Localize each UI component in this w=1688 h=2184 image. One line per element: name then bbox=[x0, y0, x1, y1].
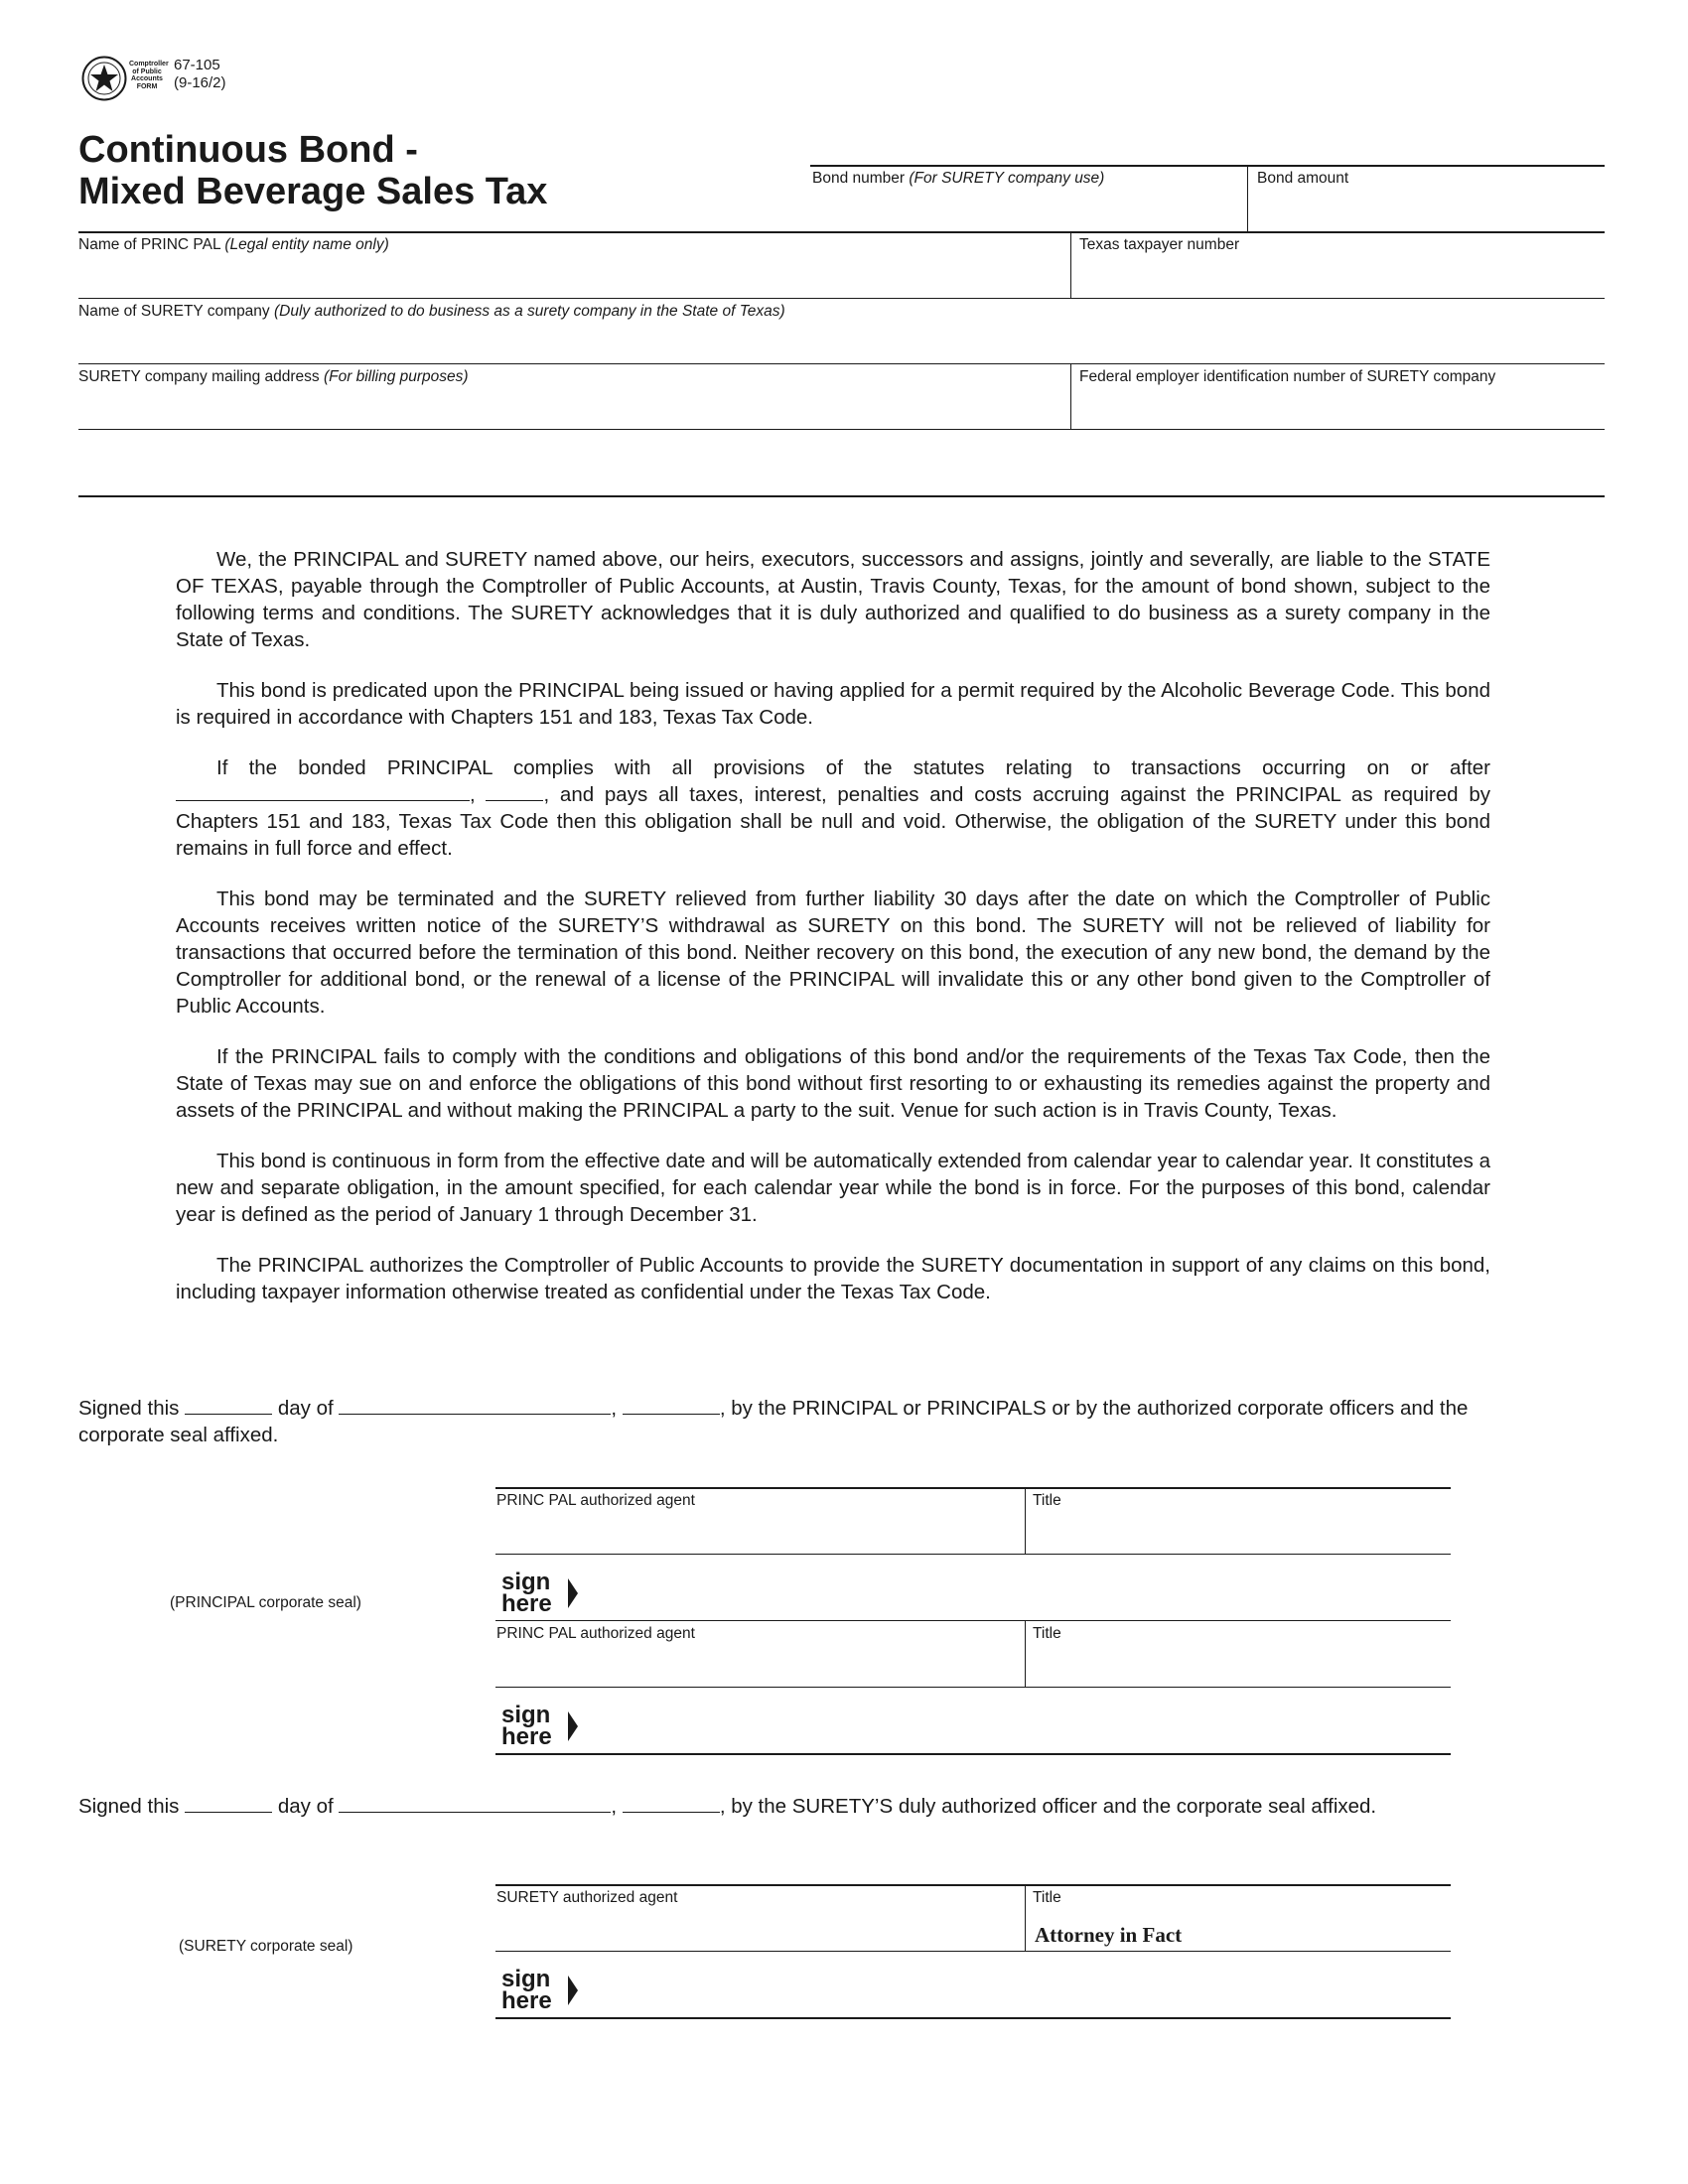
principal-agent-label: PRINC PAL authorized agent bbox=[496, 1492, 695, 1509]
divider bbox=[495, 2017, 1451, 2019]
divider bbox=[495, 1487, 1451, 1489]
terms-paragraph: If the PRINCIPAL fails to comply with the conditions and obligations of this bond and/or the requirements of the Texas Tax Code, then the State of Texas may sue on and enforce the obligations of this bond without first resorting to or exhausting its remedies against the property and assets of the PRINCIPAL and without making the PRINCIPAL a party to the suit. Venue for such action is in Travis County, Texas. bbox=[176, 1045, 1490, 1122]
effective-date-blank[interactable] bbox=[176, 782, 470, 801]
divider bbox=[495, 1687, 1451, 1688]
bond-amount-label: Bond amount bbox=[1257, 170, 1349, 187]
fein-field[interactable] bbox=[1079, 387, 1603, 429]
agency-logo-text: Comptroller of Public Accounts FORM bbox=[129, 61, 169, 90]
divider bbox=[1070, 231, 1071, 298]
divider bbox=[78, 495, 1605, 497]
divider bbox=[78, 298, 1605, 299]
surety-name-field[interactable] bbox=[78, 322, 1603, 363]
surety-seal-caption: (SURETY corporate seal) bbox=[179, 1938, 353, 1955]
divider bbox=[495, 1620, 1451, 1621]
divider bbox=[1025, 1620, 1026, 1687]
terms-paragraph: The PRINCIPAL authorizes the Comptroller of Public Accounts to provide the SURETY documentation in support of any claims on this bond, including taxpayer information otherwise treated as confidential under the Texas Tax Code. bbox=[176, 1254, 1490, 1303]
divider bbox=[78, 363, 1605, 364]
principal-agent-field-1[interactable] bbox=[496, 1511, 1023, 1553]
fein-label: Federal employer identification number of SURETY company bbox=[1079, 368, 1496, 385]
principal-signature-field-1[interactable] bbox=[586, 1571, 1450, 1619]
sign-here-marker: sign here bbox=[501, 1702, 552, 1750]
divider bbox=[1247, 165, 1248, 231]
title-line-1: Continuous Bond - bbox=[78, 129, 418, 171]
principal-title-field-1[interactable] bbox=[1033, 1511, 1450, 1553]
surety-signature-field[interactable] bbox=[586, 1969, 1450, 2016]
divider bbox=[78, 429, 1605, 430]
sign-here-arrow-icon bbox=[568, 1578, 578, 1608]
principal-title-label: Title bbox=[1033, 1625, 1061, 1642]
bond-terms bbox=[176, 546, 1490, 1329]
sign-here-marker: sign here bbox=[501, 1966, 552, 2014]
principal-name-label: Name of PRINC PAL (Legal entity name only) bbox=[78, 236, 389, 253]
surety-title-value[interactable]: Attorney in Fact bbox=[1035, 1923, 1183, 1947]
principal-signature-field-2[interactable] bbox=[586, 1705, 1450, 1752]
surety-month-blank[interactable] bbox=[339, 1794, 611, 1813]
surety-agent-label: SURETY authorized agent bbox=[496, 1889, 678, 1906]
form-number: 67-105 bbox=[174, 57, 220, 73]
principal-signed-line-2: corporate seal affixed. bbox=[78, 1424, 279, 1446]
divider bbox=[1070, 363, 1071, 430]
surety-signed-line: Signed this day of , , by the SURETY’S duly authorized officer and the corporate seal affixed. bbox=[78, 1795, 1377, 1818]
divider bbox=[810, 165, 1605, 167]
surety-address-label: SURETY company mailing address (For billing purposes) bbox=[78, 368, 469, 385]
divider bbox=[78, 231, 1605, 233]
bond-amount-field[interactable] bbox=[1257, 189, 1603, 230]
surety-day-blank[interactable] bbox=[185, 1794, 272, 1813]
terms-paragraph: If the bonded PRINCIPAL complies with all provisions of the statutes relating to transactions occurring on or after , , and pays all taxes, interest, penalties and costs accruing against the PRINCIPAL as required by Chapters 151 and 183, Texas Tax Code then this obligation shall be null and void. Otherwise, the obligation of the SURETY under this bond remains in full force and effect. bbox=[176, 756, 1490, 860]
terms-paragraph: This bond may be terminated and the SURETY relieved from further liability 30 days after the date on which the Comptroller of Public Accounts receives written notice of the SURETY’S withdrawal as SURETY on this bond. The SURETY will not be relieved of liability for transactions that occurred before the termination of this bond. Neither recovery on this bond, the execution of any new bond, the demand by the Comptroller for additional bond, or the renewal of a license of the PRINCIPAL will invalidate this or any other bond given to the Comptroller of Public Accounts. bbox=[176, 887, 1490, 1018]
divider bbox=[1025, 1487, 1026, 1554]
principal-year-blank[interactable] bbox=[623, 1396, 720, 1415]
page-title bbox=[78, 129, 547, 212]
principal-agent-field-2[interactable] bbox=[496, 1644, 1023, 1686]
principal-seal-caption: (PRINCIPAL corporate seal) bbox=[170, 1594, 361, 1611]
surety-name-label: Name of SURETY company (Duly authorized to do business as a surety company in the State of Texas) bbox=[78, 303, 785, 320]
sign-here-marker: sign here bbox=[501, 1569, 552, 1617]
principal-month-blank[interactable] bbox=[339, 1396, 611, 1415]
bond-number-field[interactable] bbox=[812, 189, 1245, 230]
principal-title-label: Title bbox=[1033, 1492, 1061, 1509]
principal-signed-line: Signed this day of , , by the PRINCIPAL or PRINCIPALS or by the authorized corporate officers and the bbox=[78, 1397, 1469, 1420]
principal-title-field-2[interactable] bbox=[1033, 1644, 1450, 1686]
surety-year-blank[interactable] bbox=[623, 1794, 720, 1813]
divider bbox=[495, 1951, 1451, 1952]
surety-title-label: Title bbox=[1033, 1889, 1061, 1906]
divider bbox=[495, 1554, 1451, 1555]
texas-comptroller-seal-icon bbox=[81, 56, 127, 101]
divider bbox=[1025, 1884, 1026, 1951]
form-revision: (9-16/2) bbox=[174, 74, 226, 91]
title-line-2: Mixed Beverage Sales Tax bbox=[78, 171, 548, 212]
taxpayer-number-label: Texas taxpayer number bbox=[1079, 236, 1240, 253]
divider bbox=[495, 1884, 1451, 1886]
terms-paragraph: This bond is predicated upon the PRINCIPAL being issued or having applied for a permit required by the Alcoholic Beverage Code. This bond is required in accordance with Chapters 151 and 183, Texas Tax Code. bbox=[176, 679, 1490, 729]
taxpayer-number-field[interactable] bbox=[1079, 255, 1603, 297]
terms-paragraph: This bond is continuous in form from the effective date and will be automatically extended from calendar year to calendar year. It constitutes a new and separate obligation, in the amount specified, for each calendar year while the bond is in force. For the purposes of this bond, calendar year is defined as the period of January 1 through December 31. bbox=[176, 1150, 1490, 1226]
form-number-block bbox=[174, 57, 226, 92]
sign-here-arrow-icon bbox=[568, 1711, 578, 1741]
principal-agent-label: PRINC PAL authorized agent bbox=[496, 1625, 695, 1642]
divider bbox=[495, 1753, 1451, 1755]
bond-number-label: Bond number (For SURETY company use) bbox=[812, 170, 1105, 187]
principal-name-field[interactable] bbox=[78, 255, 1067, 297]
terms-paragraph: We, the PRINCIPAL and SURETY named above, our heirs, executors, successors and assigns, jointly and severally, are liable to the STATE OF TEXAS, payable through the Comptroller of Public Accounts, at Austin, Travis County, Texas, for the amount of bond shown, subject to the following terms and conditions. The SURETY acknowledges that it is duly authorized and qualified to do business as a surety company in the State of Texas. bbox=[176, 548, 1490, 651]
sign-here-arrow-icon bbox=[568, 1976, 578, 2005]
surety-address-field[interactable] bbox=[78, 387, 1067, 486]
surety-agent-field[interactable] bbox=[496, 1908, 1023, 1950]
principal-day-blank[interactable] bbox=[185, 1396, 272, 1415]
effective-year-blank[interactable] bbox=[486, 782, 543, 801]
